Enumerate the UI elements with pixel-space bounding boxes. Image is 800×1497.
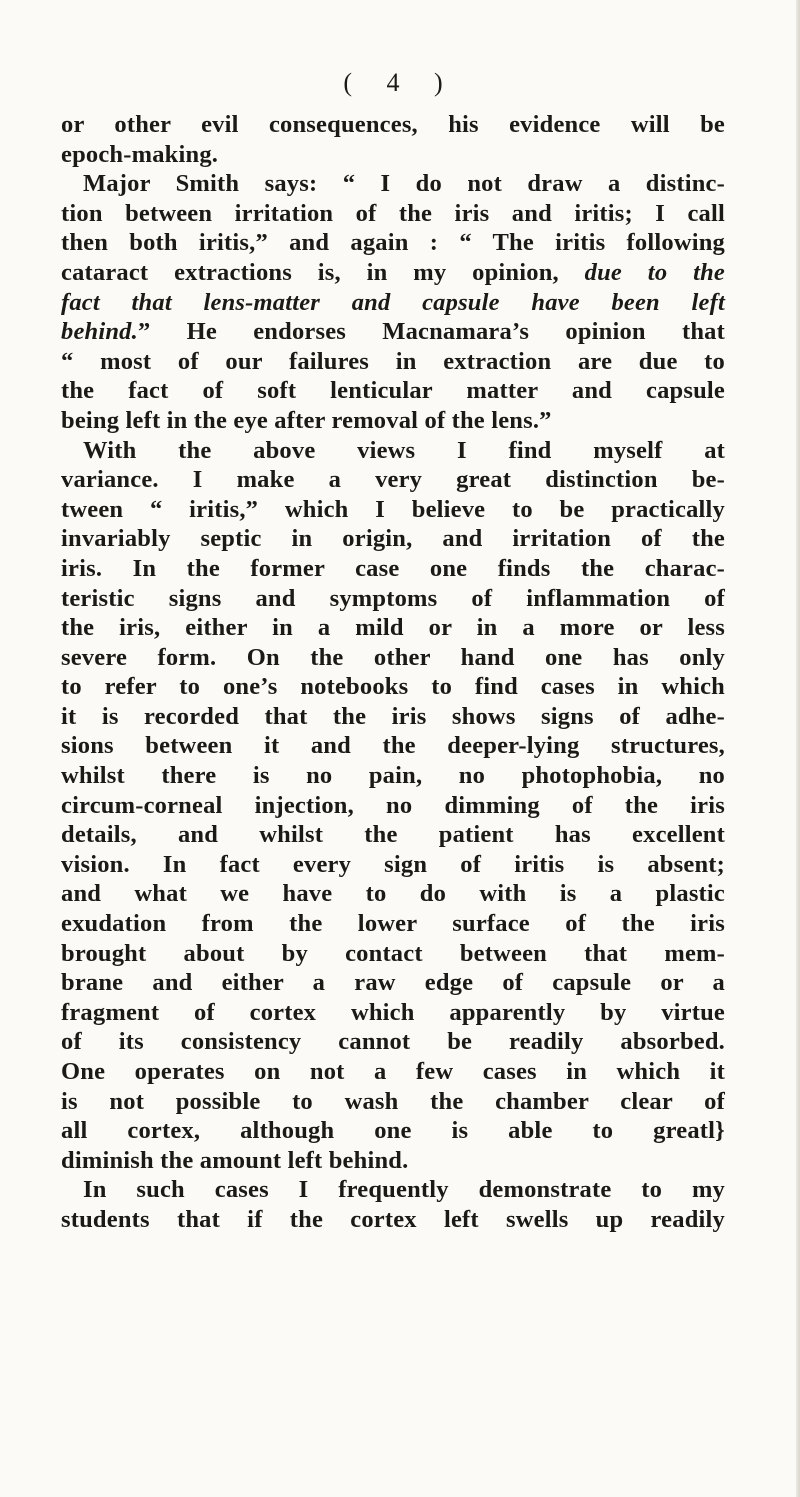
page-edge bbox=[796, 0, 800, 1497]
text-line bbox=[61, 613, 725, 643]
text-line bbox=[61, 406, 725, 436]
text-line bbox=[61, 1205, 725, 1235]
text-segment: “ most of our failures in extraction are due to bbox=[61, 347, 725, 375]
text-line bbox=[61, 228, 725, 258]
text-line bbox=[61, 1116, 725, 1146]
text-segment: all cortex, although one is able to greatl} bbox=[61, 1117, 725, 1145]
text-line bbox=[61, 584, 725, 614]
text-segment: and what we have to do with is a plastic bbox=[61, 880, 725, 908]
text-segment: exudation from the lower surface of the iris bbox=[61, 910, 725, 938]
text-line bbox=[61, 554, 725, 584]
text-segment: fragment of cortex which apparently by virtue bbox=[61, 998, 725, 1026]
text-segment: the iris, either in a mild or in a more or less bbox=[61, 614, 725, 642]
text-segment: invariably septic in origin, and irritation of the bbox=[61, 525, 725, 553]
text-segment: brane and either a raw edge of capsule or a bbox=[61, 969, 725, 997]
text-line bbox=[61, 140, 725, 170]
text-line bbox=[61, 258, 725, 288]
italic-text: due to the bbox=[584, 258, 725, 286]
text-segment: With the above views I find myself at bbox=[83, 436, 725, 464]
text-line bbox=[61, 347, 725, 377]
text-segment: details, and whilst the patient has excellent bbox=[61, 821, 725, 849]
text-segment: iris. In the former case one finds the charac- bbox=[61, 554, 725, 582]
text-line bbox=[61, 939, 725, 969]
text-line bbox=[61, 909, 725, 939]
text-segment: ” He endorses Macnamara’s opinion that bbox=[137, 318, 725, 346]
text-line bbox=[61, 465, 725, 495]
text-line bbox=[61, 436, 725, 466]
text-segment: it is recorded that the iris shows signs of adhe- bbox=[61, 702, 725, 730]
text-segment: or other evil consequences, his evidence will be bbox=[61, 111, 725, 138]
text-line bbox=[61, 820, 725, 850]
text-line bbox=[61, 672, 725, 702]
text-line bbox=[61, 495, 725, 525]
text-segment: being left in the eye after removal of the lens.” bbox=[61, 406, 552, 434]
text-segment: the fact of soft lenticular matter and capsule bbox=[61, 377, 725, 405]
text-segment: to refer to one’s notebooks to find cases in which bbox=[61, 673, 725, 701]
text-line bbox=[61, 169, 725, 199]
text-line bbox=[61, 791, 725, 821]
text-segment: then both iritis,” and again : “ The iritis following bbox=[61, 229, 725, 257]
text-line bbox=[61, 376, 725, 406]
text-line bbox=[61, 288, 725, 318]
text-segment: Major Smith says: “ I do not draw a distinc- bbox=[83, 170, 725, 198]
text-line bbox=[61, 524, 725, 554]
text-line bbox=[61, 968, 725, 998]
text-line bbox=[61, 643, 725, 673]
text-line bbox=[61, 731, 725, 761]
text-segment: tion between irritation of the iris and iritis; I call bbox=[61, 199, 725, 227]
text-segment: cataract extractions is, in my opinion, bbox=[61, 258, 585, 286]
text-segment: epoch-making. bbox=[61, 140, 219, 168]
text-line bbox=[61, 850, 725, 880]
text-line bbox=[61, 1087, 725, 1117]
text-line bbox=[61, 879, 725, 909]
text-segment: sions between it and the deeper-lying structures, bbox=[61, 732, 725, 760]
text-line bbox=[61, 761, 725, 791]
text-line bbox=[61, 1027, 725, 1057]
text-segment: tween “ iritis,” which I believe to be practically bbox=[61, 495, 725, 523]
text-line bbox=[61, 1057, 725, 1087]
text-segment: circum-corneal injection, no dimming of the iris bbox=[61, 791, 725, 819]
text-line bbox=[61, 1175, 725, 1205]
text-segment: whilst there is no pain, no photophobia, no bbox=[61, 762, 725, 790]
italic-text: fact that lens-matter and capsule have been left bbox=[61, 288, 725, 316]
text-line bbox=[61, 998, 725, 1028]
text-line bbox=[61, 110, 725, 140]
text-segment: vision. In fact every sign of iritis is absent; bbox=[61, 850, 725, 878]
text-segment: In such cases I frequently demonstrate to my bbox=[83, 1176, 725, 1204]
text-segment: diminish the amount left behind. bbox=[61, 1146, 409, 1174]
text-segment: brought about by contact between that mem- bbox=[61, 939, 725, 967]
text-segment: One operates on not a few cases in which it bbox=[61, 1058, 725, 1085]
text-segment: is not possible to wash the chamber clear of bbox=[61, 1087, 725, 1115]
body-text bbox=[61, 110, 725, 1235]
italic-text: behind. bbox=[61, 318, 138, 346]
text-segment: students that if the cortex left swells up readily bbox=[61, 1205, 725, 1233]
text-segment: teristic signs and symptoms of inflammation of bbox=[61, 584, 725, 612]
text-segment: severe form. On the other hand one has only bbox=[61, 643, 725, 671]
text-line bbox=[61, 1146, 725, 1176]
text-line bbox=[61, 199, 725, 229]
page-number: ( 4 ) bbox=[343, 68, 457, 97]
text-segment: variance. I make a very great distinction be- bbox=[61, 466, 725, 494]
text-line bbox=[61, 702, 725, 732]
text-segment: of its consistency cannot be readily absorbed. bbox=[61, 1028, 725, 1056]
text-line bbox=[61, 317, 725, 347]
